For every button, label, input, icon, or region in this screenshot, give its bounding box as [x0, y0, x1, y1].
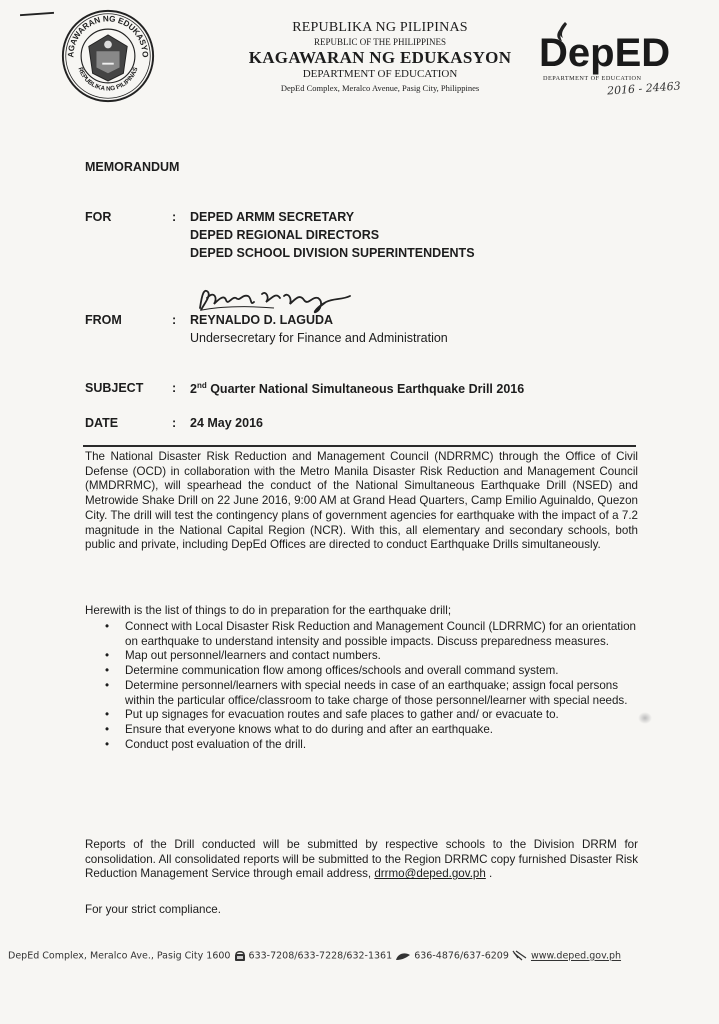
list-item: [85, 723, 640, 738]
for-recipient-2: DEPED REGIONAL DIRECTORS: [190, 228, 380, 242]
handwritten-reference-number: 2016 - 24463: [606, 79, 682, 98]
bullet-icon: •: [105, 620, 110, 633]
for-recipient-3: DEPED SCHOOL DIVISION SUPERINTENDENTS: [190, 246, 475, 260]
svg-text:DepED: DepED: [539, 31, 671, 75]
list-item-text: Put up signages for evacuation routes and safe places to gather and/ or evacuate to.: [125, 708, 559, 722]
list-item-text: Conduct post evaluation of the drill.: [125, 737, 307, 751]
department-tagalog: KAGAWARAN NG EDUKASYON: [248, 48, 512, 67]
header-divider: [83, 445, 636, 447]
date-label: DATE: [85, 416, 119, 430]
date-value: 24 May 2016: [190, 416, 263, 430]
memo-title: MEMORANDUM: [85, 160, 180, 174]
from-colon: :: [172, 313, 177, 327]
subject-label: SUBJECT: [85, 381, 144, 395]
for-label: FOR: [85, 210, 112, 224]
subject-ordinal: nd: [196, 381, 207, 390]
list-item-text: Ensure that everyone knows what to do during and after an earthquake.: [125, 722, 494, 736]
list-item: [85, 664, 640, 679]
body-paragraph-2: [85, 838, 638, 882]
republic-english: REPUBLIC OF THE PHILIPPINES: [313, 37, 447, 47]
bullet-icon: •: [105, 664, 110, 678]
list-item-text: Determine personnel/learners with special needs in case of an earthquake; assign focal persons within the particular office/classroom to take charge of those personnel/learner with special needs.: [125, 678, 628, 707]
republic-tagalog: REPUBLIKA NG PILIPINAS: [292, 20, 468, 35]
from-label: FROM: [85, 313, 122, 327]
telephone-icon: [234, 951, 246, 962]
paragraph-2-text: Reports of the Drill conducted will be submitted by respective schools to the Division DRRM for consolidation. All consolidated reports will be submitted to the Region DRRMC copy furnished Disaster Risk Reduction Management Service through email address,: [85, 838, 638, 881]
svg-text:KAGAWARAN NG EDUKASYON: AGAWARAN NG EDUKASYO: [66, 14, 150, 58]
list-intro: Herewith is the list of things to do in preparation for the earthquake drill;: [85, 604, 452, 617]
footer-website[interactable]: www.deped.gov.ph: [530, 950, 622, 962]
footer-address: DepEd Complex, Meralco Ave., Pasig City 1600: [8, 950, 231, 962]
list-item-text: Map out personnel/learners and contact numbers.: [125, 649, 381, 663]
scan-smudge: [638, 712, 652, 724]
bullet-icon: •: [105, 649, 110, 663]
subject-value: [190, 381, 524, 396]
list-item: [85, 708, 640, 723]
subject-text: Quarter National Simultaneous Earthquake Drill 2016: [206, 382, 525, 397]
from-title: Undersecretary for Finance and Administration: [190, 331, 448, 345]
bullet-icon: •: [105, 722, 110, 736]
for-recipient-1: DEPED ARMM SECRETARY: [190, 210, 355, 224]
bullet-icon: •: [105, 678, 110, 692]
deped-brand-logo: [535, 18, 685, 88]
list-item: [85, 649, 640, 664]
list-item: [85, 620, 640, 649]
paragraph-2-end: .: [485, 867, 493, 881]
from-name: REYNALDO D. LAGUDA: [190, 313, 334, 327]
bullet-icon: •: [105, 708, 110, 722]
closing-line: For your strict compliance.: [85, 903, 221, 916]
body-paragraph-1: The National Disaster Risk Reduction and Management Council (NDRRMC) through the Office of Civil Defense (OCD) in collaboration with the Metro Manila Disaster Risk Reduction and Management Council (MMDRRMC), will spearhead the conduct of the National Simultaneous Earthquake Drill (NSED) and Metrowide Shake Drill on 22 June 2016, 9:00 AM at Grand Head Quarters, Camp Emilio Aguinaldo, Quezon City. The drill will test the contingency plans of government agencies for earthquake with the impact of a 7.2 magnitude in the National Capital Region (NCR). With this, all elementary and secondary schools, both public and private, including DepEd Offices are directed to conduct Earthquake Drills simultaneously.: [85, 450, 638, 552]
preparation-list: [85, 620, 640, 752]
footer-phones: 633-7208/633-7228/632-1361: [248, 950, 393, 962]
pen-mark: [20, 12, 54, 16]
svg-text:DEPARTMENT OF EDUCATION: DEPARTMENT OF EDUCATION: [543, 75, 642, 82]
deped-seal-logo: [60, 8, 156, 104]
list-item: [85, 679, 640, 708]
email-link[interactable]: drrmo@deped.gov.ph: [374, 867, 486, 881]
date-colon: :: [172, 416, 177, 430]
footer-fax: 636-4876/637-6209: [414, 950, 509, 962]
department-english: DEPARTMENT OF EDUCATION: [302, 68, 458, 80]
for-colon: :: [172, 210, 177, 224]
bullet-icon: •: [105, 737, 110, 751]
list-item-text: Connect with Local Disaster Risk Reduction and Management Council (LDRRMC) for an orientation on earthquake to understand intensity and possible impacts. Discuss preparedness measures.: [125, 620, 637, 648]
footer: [8, 950, 708, 962]
department-address: DepEd Complex, Meralco Avenue, Pasig City, Philippines: [280, 83, 480, 93]
list-item: [85, 738, 640, 753]
svg-text:REPUBLIKA NG PILIPINAS: REPUBLIKA NG PILIPINAS: [76, 66, 140, 93]
globe-icon: [512, 950, 528, 962]
subject-number: 2: [190, 382, 197, 397]
list-item-text: Determine communication flow among offices/schools and overall command system.: [125, 664, 559, 678]
fax-icon: [395, 951, 411, 962]
subject-colon: :: [172, 381, 177, 395]
